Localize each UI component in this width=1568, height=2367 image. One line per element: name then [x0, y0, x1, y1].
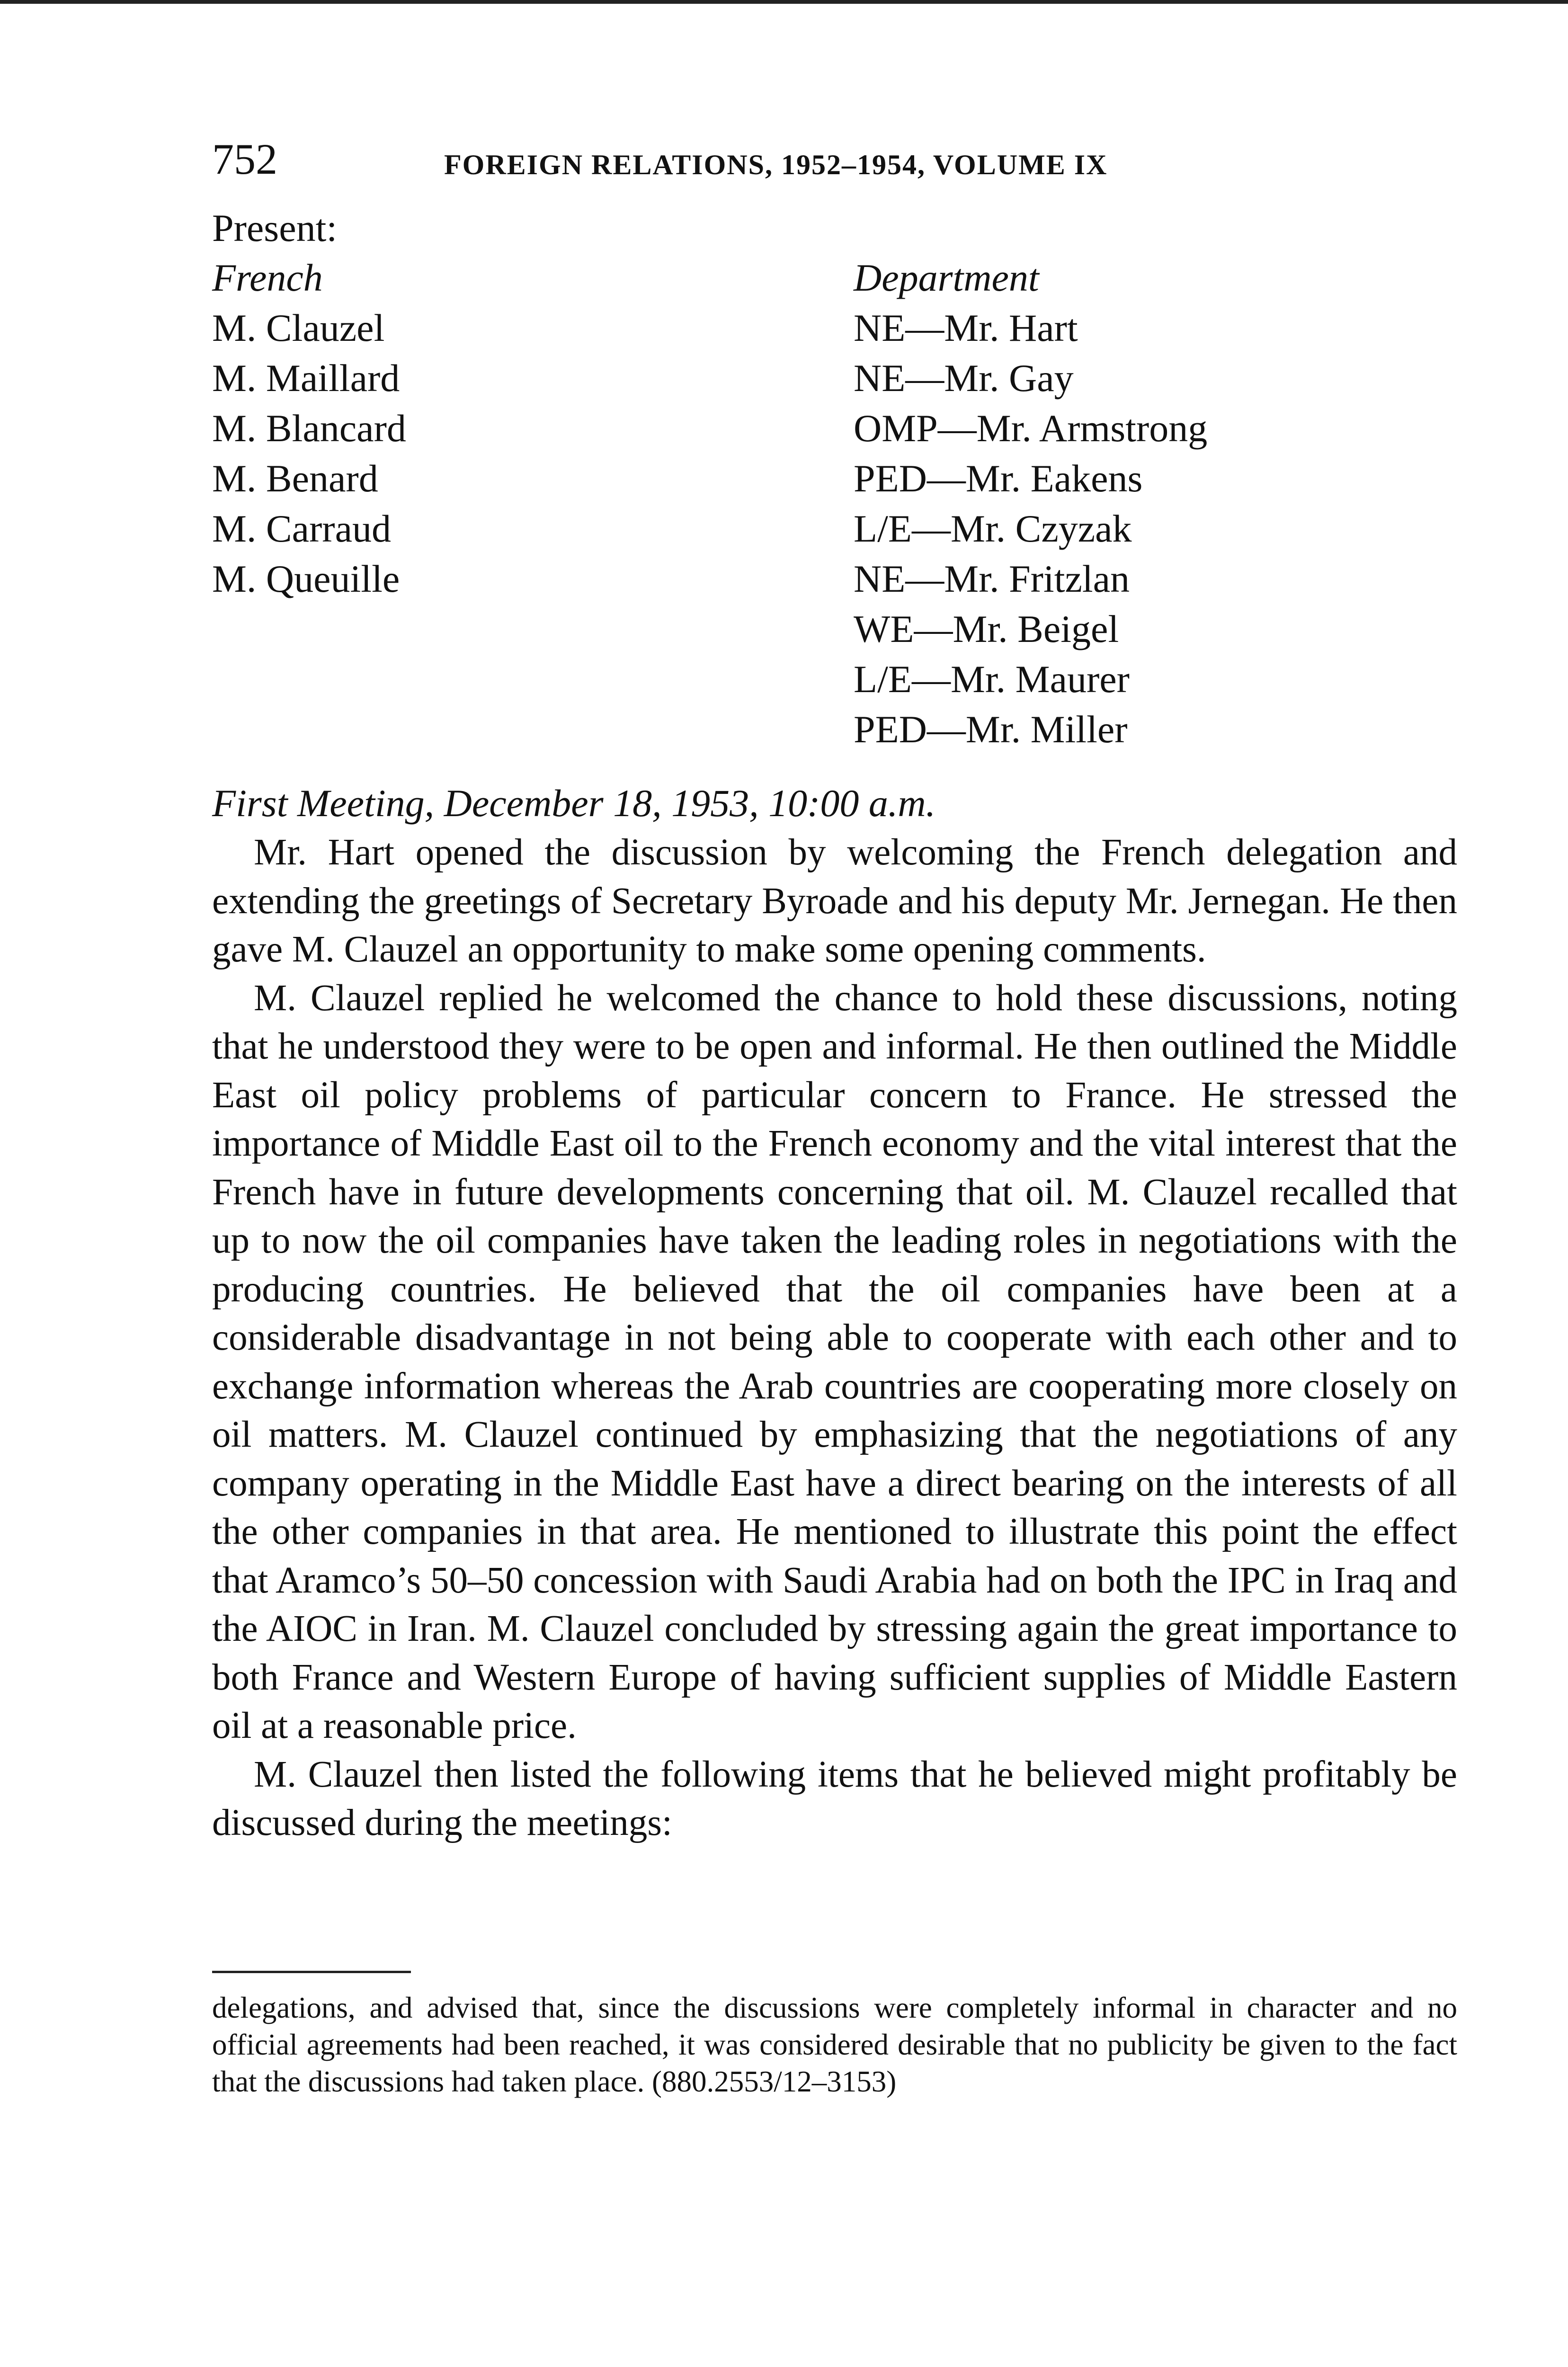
department-column: [854, 253, 1207, 755]
running-head-title: FOREIGN RELATIONS, 1952–1954, VOLUME IX: [444, 149, 1108, 180]
french-heading: French: [212, 256, 323, 299]
department-member: NE—Mr. Gay: [854, 356, 1074, 400]
footnote-divider: [212, 1971, 411, 1973]
page-top-border: [0, 0, 1568, 4]
body-paragraph: Mr. Hart opened the discussion by welcoming the French delegation and extending the greetings of Secretary Byroade and his deputy Mr. Jernegan. He then gave M. Clauzel an opportunity to make some opening comments.: [212, 832, 1457, 970]
department-heading: Department: [854, 256, 1039, 299]
department-member: NE—Mr. Hart: [854, 306, 1078, 349]
french-member: M. Blancard: [212, 407, 406, 450]
french-member: M. Queuille: [212, 557, 400, 600]
footnote: delegations, and advised that, since the discussions were completely informal in character and no official agreements had been reached, it was considered desirable that no publicity be given to the fact that the discussions had taken place. (880.2553/12–3153): [212, 1991, 1457, 2098]
body-paragraph: M. Clauzel replied he welcomed the chance to hold these discussions, noting that he understood they were to be open and informal. He then outlined the Middle East oil policy problems of particular concern to France. He stressed the importance of Middle East oil to the French economy and the vital interest that the French have in future developments concerning that oil. M. Clauzel recalled that up to now the oil companies have taken the leading roles in negotiations with the producing countries. He believed that the oil companies have been at a considerable disadvantage in not being able to cooperate with each other and to exchange information whereas the Arab countries are cooperating more closely on oil matters. M. Clauzel continued by emphasizing that the negotiations of any company operating in the Middle East have a direct bearing on the interests of all the other companies in that area. He mentioned to illustrate this point the effect that Aramco’s 50–50 concession with Saudi Arabia had on both the IPC in Iraq and the AIOC in Iran. M. Clauzel concluded by stressing again the great importance to both France and Western Europe of having sufficient supplies of Middle Eastern oil at a reasonable price.: [212, 977, 1457, 1746]
french-member: M. Maillard: [212, 356, 400, 400]
present-label: Present:: [212, 206, 338, 249]
department-member: PED—Mr. Miller: [854, 708, 1128, 751]
department-member: NE—Mr. Fritzlan: [854, 557, 1130, 600]
attendee-roster: [212, 253, 1457, 783]
french-member: M. Clauzel: [212, 306, 385, 349]
department-member: OMP—Mr. Armstrong: [854, 407, 1208, 450]
body-paragraph: M. Clauzel then listed the following items that he believed might profitably be discussed during the meetings:: [212, 1753, 1457, 1843]
french-member: M. Carraud: [212, 507, 392, 550]
department-member: L/E—Mr. Maurer: [854, 658, 1130, 701]
french-column: [212, 253, 406, 604]
department-member: PED—Mr. Eakens: [854, 457, 1143, 500]
department-member: WE—Mr. Beigel: [854, 607, 1119, 650]
running-head: [212, 137, 1457, 204]
meeting-title: First Meeting, December 18, 1953, 10:00 a.m.: [212, 782, 936, 825]
department-member: L/E—Mr. Czyzak: [854, 507, 1132, 550]
document-page: [212, 137, 1457, 2100]
french-member: M. Benard: [212, 457, 378, 500]
page-number: 752: [212, 135, 277, 183]
